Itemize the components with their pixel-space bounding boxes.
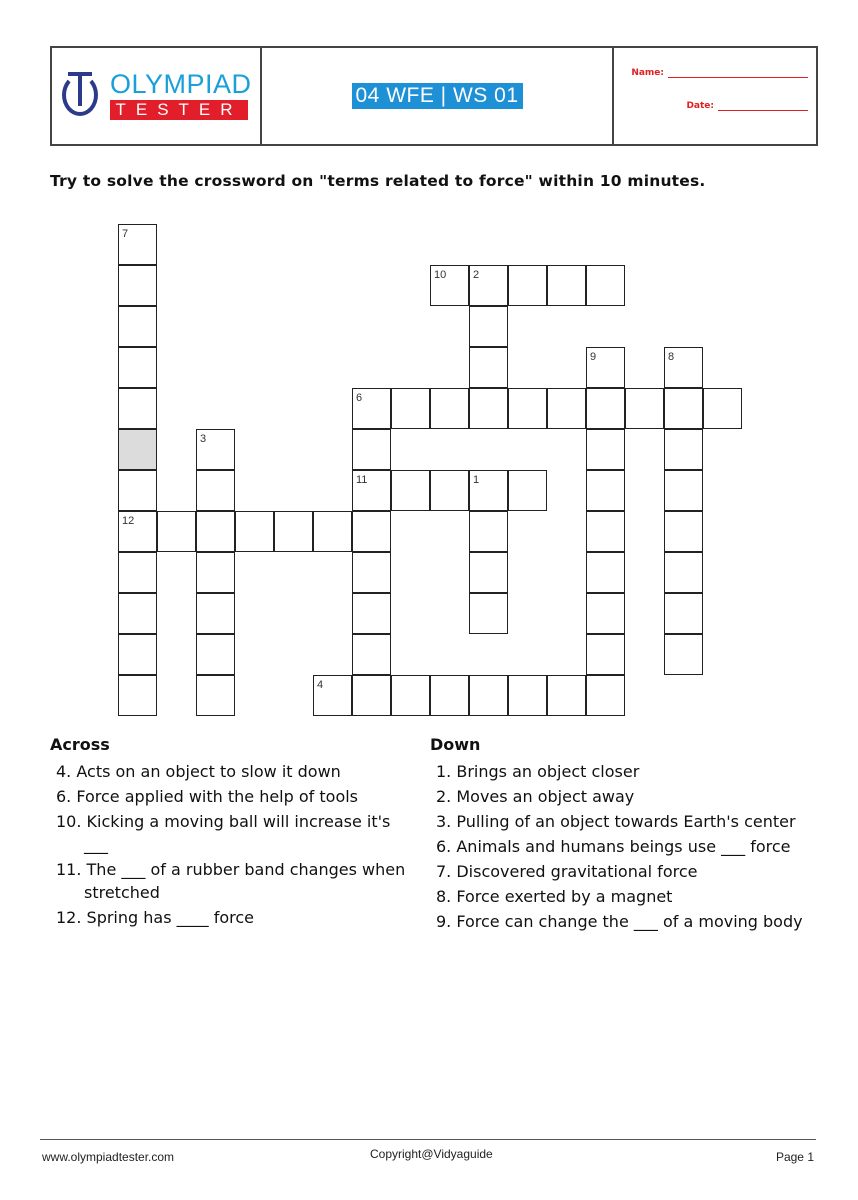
date-label: Date:	[686, 101, 714, 111]
footer-divider	[40, 1139, 816, 1140]
clue-item: 2. Moves an object away	[436, 787, 635, 806]
clue-item: 4. Acts on an object to slow it down	[56, 762, 341, 781]
crossword-cell[interactable]	[196, 634, 235, 675]
clue-item: 8. Force exerted by a magnet	[436, 887, 673, 906]
name-date-cell	[614, 48, 816, 144]
crossword-cell[interactable]	[118, 593, 157, 634]
crossword-cell[interactable]	[118, 224, 157, 265]
crossword-cell[interactable]	[469, 552, 508, 593]
crossword-cell[interactable]	[547, 265, 586, 306]
crossword-cell[interactable]	[586, 347, 625, 388]
down-heading: Down	[430, 735, 481, 754]
crossword-cell[interactable]	[664, 388, 703, 429]
crossword-cell[interactable]	[586, 388, 625, 429]
crossword-cell[interactable]	[469, 265, 508, 306]
clue-number: 12	[122, 515, 135, 527]
crossword-cell[interactable]	[586, 552, 625, 593]
crossword-cell[interactable]	[118, 511, 157, 552]
crossword-cell[interactable]	[313, 675, 352, 716]
crossword-cell[interactable]	[352, 429, 391, 470]
crossword-cell[interactable]	[703, 388, 742, 429]
crossword-cell[interactable]	[118, 470, 157, 511]
crossword-cell[interactable]	[196, 511, 235, 552]
crossword-cell[interactable]	[469, 388, 508, 429]
footer-copyright: Copyright@Vidyaguide	[370, 1147, 493, 1161]
crossword-cell[interactable]	[469, 511, 508, 552]
crossword-cell[interactable]	[118, 675, 157, 716]
crossword-cell[interactable]	[352, 634, 391, 675]
crossword-cell[interactable]	[469, 675, 508, 716]
crossword-cell[interactable]	[547, 675, 586, 716]
clue-number: 1	[473, 474, 480, 486]
clue-item: 7. Discovered gravitational force	[436, 862, 698, 881]
crossword-cell[interactable]	[469, 347, 508, 388]
crossword-cell[interactable]	[664, 593, 703, 634]
instruction-text: Try to solve the crossword on "terms related to force" within 10 minutes.	[50, 172, 706, 190]
clue-item: 6. Animals and humans beings use ___ force	[436, 837, 791, 856]
crossword-cell[interactable]	[118, 306, 157, 347]
crossword-cell[interactable]	[391, 470, 430, 511]
crossword-cell[interactable]	[352, 511, 391, 552]
crossword-cell[interactable]	[352, 388, 391, 429]
crossword-cell[interactable]	[664, 347, 703, 388]
crossword-cell[interactable]	[235, 511, 274, 552]
clue-number: 2	[473, 269, 480, 281]
crossword-cell[interactable]	[391, 675, 430, 716]
clue-number: 3	[200, 433, 207, 445]
crossword-cell[interactable]	[547, 388, 586, 429]
crossword-cell[interactable]	[196, 593, 235, 634]
crossword-cell[interactable]	[586, 470, 625, 511]
name-label: Name:	[631, 68, 664, 78]
crossword-cell[interactable]	[586, 265, 625, 306]
crossword-cell[interactable]	[430, 265, 469, 306]
clue-item: 12. Spring has ____ force	[56, 908, 254, 927]
crossword-cell[interactable]	[586, 593, 625, 634]
crossword-cell[interactable]	[196, 675, 235, 716]
crossword-cell[interactable]	[430, 388, 469, 429]
clue-number: 4	[317, 679, 324, 691]
crossword-cell[interactable]	[352, 552, 391, 593]
clue-item: 10. Kicking a moving ball will increase it's ___	[56, 812, 391, 854]
logo-t-stem	[78, 74, 82, 106]
crossword-cell[interactable]	[157, 511, 196, 552]
crossword-cell[interactable]	[469, 593, 508, 634]
crossword-cell[interactable]	[664, 429, 703, 470]
crossword-cell[interactable]	[508, 388, 547, 429]
crossword-cell[interactable]	[118, 388, 157, 429]
crossword-cell[interactable]	[313, 511, 352, 552]
crossword-cell[interactable]	[508, 470, 547, 511]
crossword-cell[interactable]	[664, 552, 703, 593]
crossword-cell[interactable]	[664, 511, 703, 552]
down-clues	[430, 735, 820, 935]
crossword-cell[interactable]	[118, 634, 157, 675]
crossword-cell[interactable]	[586, 634, 625, 675]
footer-page-number: Page 1	[775, 1150, 814, 1164]
crossword-cell[interactable]	[625, 388, 664, 429]
crossword-cell[interactable]	[118, 429, 157, 470]
clue-number: 6	[356, 392, 363, 404]
logo-text-top: OLYMPIAD	[110, 69, 252, 99]
clue-number: 7	[122, 228, 129, 240]
clue-number: 9	[590, 351, 597, 363]
worksheet-header	[50, 46, 818, 146]
clue-item: 3. Pulling of an object towards Earth's center	[436, 812, 796, 831]
crossword-cell[interactable]	[391, 388, 430, 429]
crossword-cell[interactable]	[664, 470, 703, 511]
title-cell	[262, 48, 614, 144]
clue-number: 10	[434, 269, 447, 281]
crossword-cell[interactable]	[508, 675, 547, 716]
crossword-cell[interactable]	[586, 675, 625, 716]
clue-item: 9. Force can change the ___ of a moving body	[436, 912, 803, 931]
logo-text-bottom: TESTER	[110, 100, 248, 120]
footer-website[interactable]: www.olympiadtester.com	[42, 1150, 175, 1164]
crossword-cell[interactable]	[118, 552, 157, 593]
worksheet-code: 04 WFE | WS 01	[352, 83, 523, 109]
crossword-cell[interactable]	[508, 265, 547, 306]
crossword-cell[interactable]	[118, 347, 157, 388]
crossword-cell[interactable]	[196, 552, 235, 593]
crossword-cell[interactable]	[586, 429, 625, 470]
crossword-cell[interactable]	[469, 470, 508, 511]
crossword-cell[interactable]	[196, 470, 235, 511]
clue-number: 11	[356, 474, 368, 486]
crossword-cell[interactable]	[430, 470, 469, 511]
across-clues	[50, 735, 410, 931]
crossword-cell[interactable]	[430, 675, 469, 716]
across-heading: Across	[50, 735, 110, 754]
crossword-cell[interactable]	[352, 675, 391, 716]
date-field[interactable]	[686, 101, 808, 111]
clue-item: 11. The ___ of a rubber band changes when stretched	[56, 860, 406, 902]
crossword-cell[interactable]	[274, 511, 313, 552]
clue-item: 6. Force applied with the help of tools	[56, 787, 359, 806]
clue-number: 8	[668, 351, 675, 363]
crossword-cell[interactable]	[469, 306, 508, 347]
crossword-cell[interactable]	[352, 470, 391, 511]
crossword-cell[interactable]	[118, 265, 157, 306]
logo	[52, 48, 262, 144]
crossword-cell[interactable]	[196, 429, 235, 470]
crossword-cell[interactable]	[352, 593, 391, 634]
name-field[interactable]	[631, 68, 808, 78]
crossword-cell[interactable]	[664, 634, 703, 675]
clue-item: 1. Brings an object closer	[436, 762, 640, 781]
crossword-cell[interactable]	[586, 511, 625, 552]
